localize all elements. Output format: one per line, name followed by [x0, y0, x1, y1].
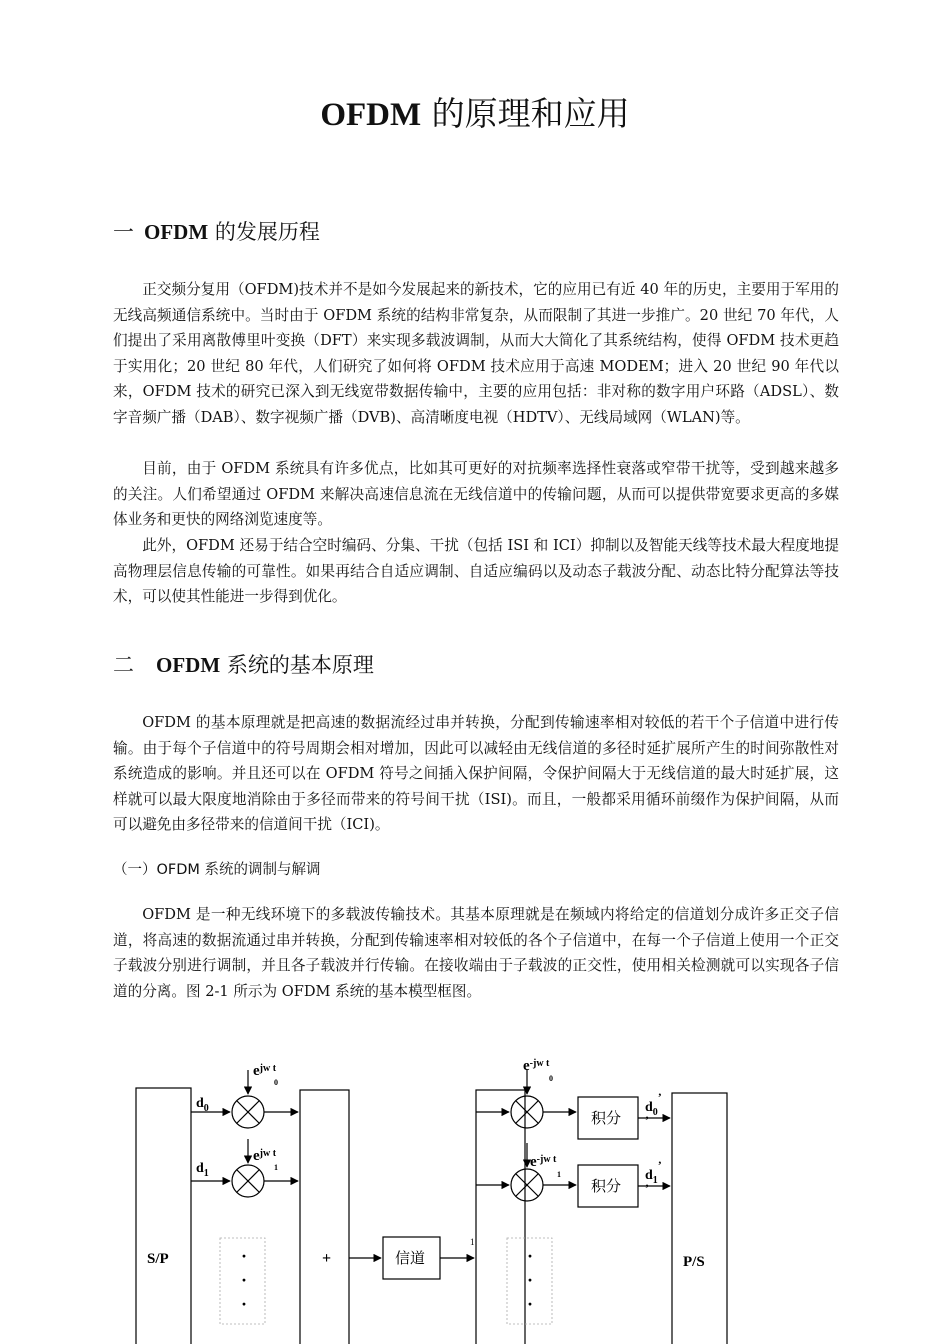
ps-label: P/S: [683, 1254, 705, 1270]
tx-carrier-0-sub: 0: [274, 1078, 278, 1087]
tx-carrier-1-sub: 1: [274, 1163, 278, 1172]
adder-block: [300, 1090, 349, 1344]
integrator-label-1: 积分: [591, 1177, 622, 1195]
section-1-paragraph-1: 正交频分复用（OFDM)技术并不是如今发展起来的新技术，它的应用已有近 40 年的历史，主要用于军用的无线高频通信系统中。当时由于 OFDM 系统的结构非常复杂，从而限制了其进一步推广。20 世纪 70 年代，人们提出了采用离散傅里叶变换（DFT）来实现多载波调制，从而大大简化了其系统结构，使得 OFDM 技术更趋于实用化；20 世纪 80 年代，人们研究了如何将 OFDM 技术应用于高速 MODEM；进入 20 世纪 90 年代以来，OFDM 技术的研究已深入到无线宽带数据传输中，主要的应用包括：非对称的数字用户环路（ADSL）、数字音频广播（DAB）、数字视频广播（DVB)、高清晰度电视（HDTV）、无线局域网（WLAN)等。: [113, 281, 839, 426]
tx-dot-2: ·: [241, 1270, 248, 1290]
rx-dot-2: ·: [527, 1270, 534, 1290]
tx-carrier-0-label: $e^{jw t}$: [253, 1063, 277, 1079]
subsection-1-paragraph: OFDM 是一种无线环境下的多载波传输技术。其基本原理就是在频域内将给定的信道划分成许多正交子信道，将高速的数据流通过串并转换，分配到传输速率相对较低的各个子信道中，在每一个子信道上使用一个正交子载波分别进行调制，并且各子载波并行传输。在接收端由于子载波的正交性，使用相关检测就可以实现各子信道的分离。图 2-1 所示为 OFDM 系统的基本模型框图。: [113, 906, 839, 1000]
receiver-bus-block: [476, 1090, 525, 1344]
subsection-1-heading: （一）OFDM 系统的调制与解调: [113, 862, 321, 878]
section-1-paragraph-2: 目前，由于 OFDM 系统具有许多优点，比如其可更好的对抗频率选择性衰落或窄带干扰等，受到越来越多的关注。人们希望通过 OFDM 来解决高速信息流在无线信道中的传输问题，从而可以提供带宽要求更高的多媒体业务和更快的网络浏览速度等。: [113, 460, 839, 529]
d1-out-label: $d_1$’: [645, 1158, 662, 1186]
tx-dot-1: ·: [241, 1246, 248, 1266]
section-1-paragraph-3: 此外，OFDM 还易于结合空时编码、分集、干扰（包括 ISI 和 ICI）抑制以及智能天线等技术最大程度地提高物理层信息传输的可靠性。如果再结合自适应调制、自适应编码以及动态子载波分配、动态比特分配算法等技术，可以使其性能进一步得到优化。: [113, 537, 839, 606]
sp-block: [136, 1088, 191, 1344]
rx-dot-3: ·: [527, 1294, 534, 1314]
channel-label: 信道: [395, 1249, 426, 1267]
sp-label: S/P: [147, 1251, 169, 1267]
tx-carrier-1-label: $e^{jw t}$: [253, 1148, 277, 1164]
rx-carrier-1-sub: 1: [557, 1170, 561, 1179]
section-1-heading: 一 OFDM 的发展历程: [113, 220, 320, 244]
d0-label: $d_0$: [196, 1096, 209, 1114]
document-title: OFDM 的原理和应用: [320, 94, 630, 133]
adder-label: +: [322, 1250, 332, 1267]
section-2-paragraph: OFDM 的基本原理就是把高速的数据流经过串并转换，分配到传输速率相对较低的若干个子信道中进行传输。由于每个子信道中的符号周期会相对增加，因此可以减轻由无线信道的多径时延扩展所产生的时间弥散性对系统造成的影响。并且还可以在 OFDM 符号之间插入保护间隔，令保护间隔大于无线信道的最大时延扩展，这样就可以最大限度地消除由于多径而带来的符号间干扰（ISI)。而且，一般都采用循环前缀作为保护间隔，从而可以避免由多径带来的信道间干扰（ICI)。: [113, 714, 839, 834]
section-2-heading: 二 OFDM 系统的基本原理: [113, 653, 374, 677]
rx-dot-1: ·: [527, 1246, 534, 1266]
d1-out-comma: ’: [645, 1181, 649, 1195]
rx-carrier-0-label: $e^{-jw t}$: [523, 1058, 550, 1074]
stray-mark: 1: [470, 1237, 475, 1247]
ofdm-block-diagram: [0, 1040, 950, 1344]
d0-out-comma: ’: [645, 1113, 649, 1127]
rx-carrier-0-sub: 0: [549, 1074, 553, 1083]
tx-dot-3: ·: [241, 1294, 248, 1314]
rx-carrier-1-label: $e^{-jw t}$: [530, 1154, 557, 1170]
d1-label: $d_1$: [196, 1161, 209, 1179]
integrator-label-0: 积分: [591, 1109, 622, 1127]
d0-out-label: $d_0$’: [645, 1090, 662, 1118]
ps-block: [672, 1093, 727, 1344]
